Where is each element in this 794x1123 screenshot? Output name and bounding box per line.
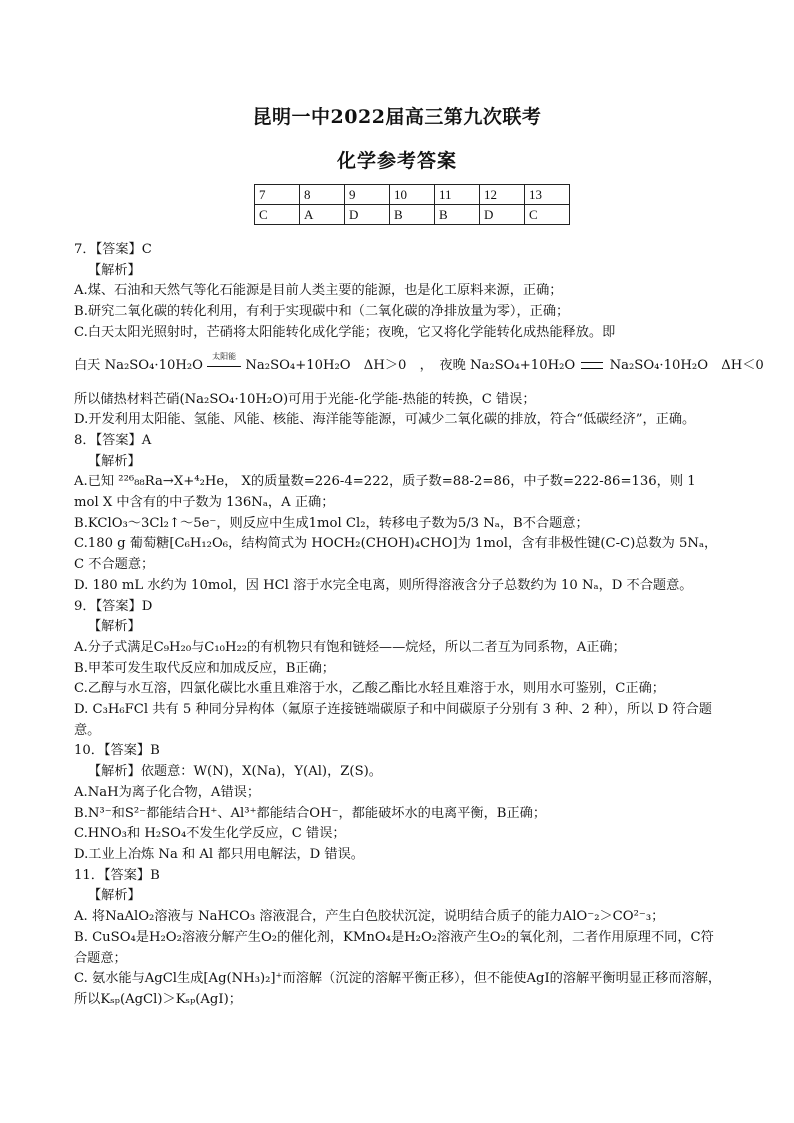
answer-table-numbers-row (255, 185, 570, 205)
equation-day-reactant: 白天 Na₂SO₄·10H₂O (74, 357, 203, 373)
q8-answer-heading: 8．【答案】A (74, 432, 152, 448)
reaction-arrow (207, 352, 241, 375)
answer-letter: B (390, 205, 435, 225)
q11-option-c: C. 氨水能与AgCl生成[Ag(NH₃)₂]⁺而溶解（沉淀的溶解平衡正移），但不能使AgI的溶解平衡明显正移而溶解，所以Kₛₚ(AgCl)＞Kₛₚ(AgI)； (74, 971, 722, 1007)
page-title: 昆明一中2022届高三第九次联考 (252, 106, 542, 128)
q7-equation (74, 352, 764, 378)
q10-option-d: D.工业上冶炼 Na 和 Al 都只用电解法，D 错误。 (74, 846, 364, 862)
q10-option-c: C.HNO₃和 H₂SO₄不发生化学反应，C 错误； (74, 826, 346, 842)
question-number: 13 (525, 185, 570, 205)
q7-option-c: C.白天太阳光照射时，芒硝将太阳能转化成化学能；夜晚，它又将化学能转化成热能释放。即 (74, 324, 616, 340)
equation-day-product: Na₂SO₄+10H₂O ΔH＞0 ， 夜晚 Na₂SO₄+10H₂O (245, 357, 576, 373)
q7-option-c-conclusion: 所以储热材料芒硝(Na₂SO₄·10H₂O)可用于光能-化学能-热能的转换，C 错误； (74, 391, 536, 407)
question-number: 9 (345, 185, 390, 205)
q8-option-c: C.180 g 葡萄糖[C₆H₁₂O₆，结构简式为 HOCH₂(CHOH)₄CHO]为 1mol，含有非极性键(C-C)总数为 5Nₐ，C 不合题意； (74, 536, 718, 573)
answer-letter: D (480, 205, 525, 225)
q9-analysis-label: 【解析】 (88, 619, 141, 635)
q11-answer-heading: 11．【答案】B (74, 867, 160, 883)
answer-letter: C (525, 205, 570, 225)
equation-night-product: Na₂SO₄·10H₂O ΔH＜0 (609, 357, 764, 373)
answer-letter: D (345, 205, 390, 225)
equal-sign-icon (581, 362, 603, 369)
q9-answer-heading: 9．【答案】D (74, 598, 153, 614)
q9-option-c: C.乙醇与水互溶，四氯化碳比水重且难溶于水，乙酸乙酯比水轻且难溶于水，则用水可鉴别，C正确； (74, 681, 665, 697)
q10-option-a: A.NaH为离子化合物，A错误； (74, 784, 261, 800)
q9-option-d: D. C₃H₆FCl 共有 5 种同分异构体（氟原子连接链端碳原子和中间碳原子分别有 3 种、2 种），所以 D 符合题意。 (74, 702, 712, 738)
answer-letter: C (255, 205, 300, 225)
question-number: 12 (480, 185, 525, 205)
q7-answer-heading: 7．【答案】C (74, 242, 152, 257)
q10-analysis-label: 【解析】依题意：W(N)，X(Na)，Y(Al)，Z(S)。 (88, 764, 382, 780)
answer-explanations (74, 240, 764, 1011)
q8-option-b: B.KClO₃～3Cl₂↑～5e⁻，则反应中生成1mol Cl₂，转移电子数为5/3 Nₐ，B不合题意； (74, 515, 589, 531)
answer-table-answers-row (255, 205, 570, 225)
q9-option-b: B.甲苯可发生取代反应和加成反应，B正确； (74, 660, 335, 676)
q8-option-d: D. 180 mL 水约为 10mol，因 HCl 溶于水完全电离，则所得溶液含分子总数约为 10 Nₐ，D 不合题意。 (74, 577, 693, 593)
q11-analysis-label: 【解析】 (88, 888, 141, 904)
answer-table (254, 184, 570, 225)
q11-option-b: B. CuSO₄是H₂O₂溶液分解产生O₂的催化剂，KMnO₄是H₂O₂溶液产生O₂的氧化剂，二者作用原理不同，C符合题意； (74, 929, 714, 966)
question-number: 11 (435, 185, 480, 205)
q7-analysis-label: 【解析】 (88, 262, 141, 278)
q10-option-b: B.N³⁻和S²⁻都能结合H⁺、Al³⁺都能结合OH⁻，都能破坏水的电离平衡，B正确； (74, 805, 547, 821)
answer-letter: B (435, 205, 480, 225)
q7-option-a: A.煤、石油和天然气等化石能源是目前人类主要的能源，也是化工原料来源，正确； (74, 283, 563, 299)
question-number: 10 (390, 185, 435, 205)
q11-option-a: A. 将NaAlO₂溶液与 NaHCO₃ 溶液混合，产生白色胶状沉淀，说明结合质子的能力AlO⁻₂＞CO²⁻₃； (74, 909, 665, 925)
q7-option-d: D.开发利用太阳能、氢能、风能、核能、海洋能等能源，可减少二氧化碳的排放，符合“低碳经济”，正确。 (74, 412, 696, 428)
answer-letter: A (300, 205, 345, 225)
q8-analysis-label: 【解析】 (88, 453, 141, 469)
q7-option-b: B.研究二氧化碳的转化利用，有利于实现碳中和（二氧化碳的净排放量为零），正确； (74, 304, 570, 320)
page-subtitle: 化学参考答案 (336, 150, 457, 172)
q9-option-a: A.分子式满足C₉H₂₀与C₁₀H₂₂的有机物只有饱和链烃——烷烃，所以二者互为同系物，A正确； (74, 639, 626, 655)
question-number: 8 (300, 185, 345, 205)
arrow-condition-label: 太阳能 (212, 352, 237, 362)
q10-answer-heading: 10．【答案】B (74, 743, 160, 759)
q8-option-a: A.已知 ²²⁶₈₈Ra→X+⁴₂He， X的质量数=226-4=222，质子数=88-2=86，中子数=222-86=136，则 1 mol X 中含有的中子数为 136Nₐ，A 正确； (74, 474, 696, 511)
question-number: 7 (255, 185, 300, 205)
